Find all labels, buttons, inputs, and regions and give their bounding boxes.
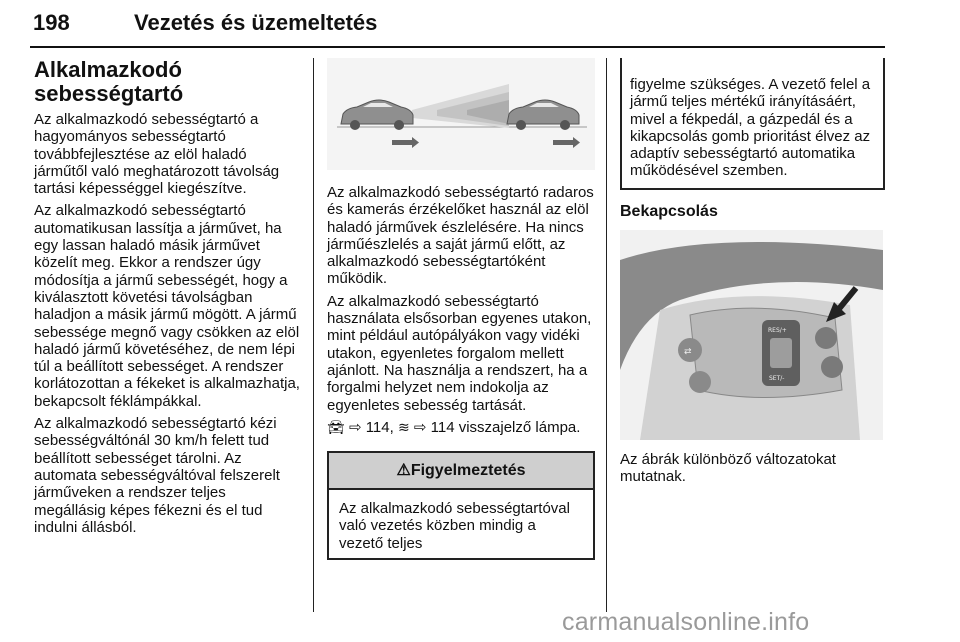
warning-triangle-icon: ⚠ xyxy=(396,462,411,480)
warning-title: Figyelmeztetés xyxy=(410,462,526,480)
column-3 xyxy=(620,58,885,485)
section-title-line2: sebességtartó xyxy=(34,81,184,106)
warning-text-continued: figyelme szükséges. A vezető felel a jármű teljes mértékű irányításáért, mivel a fékpedál, a gázpedál és a kikapcsolás gomb prioritást élvez az adaptív sebességtartó automatika működésével szemben. xyxy=(630,76,871,180)
car-lamp-icon: 🚘︎ xyxy=(327,418,345,435)
set-label: SET/- xyxy=(769,374,785,382)
steering-wheel-controls xyxy=(620,230,883,440)
button-left-bottom[interactable] xyxy=(689,371,711,393)
steering-wheel-illustration xyxy=(620,230,883,440)
cruise-lamp-icon: ≋ xyxy=(397,418,410,435)
warning-box xyxy=(327,451,595,560)
column-divider-1 xyxy=(313,58,314,612)
paragraph-sensors: Az alkalmazkodó sebességtartó radaros és kamerás érzékelőket használ az elöl haladó járművek észlelésére. Ha nincs járműészlelés a saját jármű előtt, az alkalmazkodó sebességtartóként működik. xyxy=(327,184,594,288)
gap-button[interactable] xyxy=(815,327,837,349)
column-2 xyxy=(327,58,595,560)
cancel-button[interactable] xyxy=(821,356,843,378)
header-rule xyxy=(30,46,885,48)
ref-arrow-2: ⇨ xyxy=(413,418,427,436)
page-header xyxy=(30,8,885,48)
subheading-activation: Bekapcsolás xyxy=(620,202,718,220)
watermark: carmanualsonline.info xyxy=(562,608,810,636)
paragraph-intro: Az alkalmazkodó sebességtartó a hagyományos sebességtartó továbbfejlesztése az elöl haladó járműtől való meghatározott távolság tartási képességgel kiegészítve. xyxy=(34,111,280,198)
chapter-title: Vezetés és üzemeltetés xyxy=(134,10,378,35)
ref-arrow-1: ⇨ xyxy=(348,418,362,436)
column-1 xyxy=(34,58,300,536)
ref-page-1: 114, xyxy=(365,418,394,436)
column-divider-2 xyxy=(606,58,607,612)
figure-caption: Az ábrák különböző változatokat mutatnak. xyxy=(620,450,836,486)
paragraph-usage: Az alkalmazkodó sebességtartó használata elsősorban egyenes utakon, mint például autópályákon vagy vidéki utakon, egyenletes forgalom mellett ajánlott. Na használja a rendszert, ha a forgalmi helyzet nem indokolja az egyenletes sebesség tartását. xyxy=(327,292,592,414)
paragraph-speed-storage: Az alkalmazkodó sebességtartó kézi sebességváltónál 30 km/h felett tud beállított sebességet tárolni. Az automata sebességváltóval felszerelt járműveken a rendszer teljes megállásig képes fékezni és el tud indulni állásból. xyxy=(34,415,280,536)
warning-text: Az alkalmazkodó sebességtartóval való vezetés közben mindig a vezető teljes xyxy=(339,500,570,552)
distance-illustration xyxy=(327,58,595,170)
car-following-diagram xyxy=(327,58,595,170)
reference-line xyxy=(327,419,595,436)
paragraph-deceleration: Az alkalmazkodó sebességtartó automatikusan lassítja a járművet, ha egy lassan haladó másik járművet közelít meg. Ekkor a rendszer úgy módosítja a jármű sebességét, hogy a kiválasztott követési távolságban haladjon a másik jármű mögött. A jármű sebessége megnő vagy csökken az elöl haladó jármű követéséhez, de nem lépi túl a beállított sebességet. A rendszer korlátozottan a fékeket is alkalmazhatja, bekapcsolt féklámpákkal. xyxy=(34,202,300,410)
warning-box-continued xyxy=(620,58,885,190)
page-number: 198 xyxy=(33,10,70,35)
section-title-line1: Alkalmazkodó xyxy=(34,57,182,82)
ref-page-2: 114 visszajelző lámpa. xyxy=(430,418,581,436)
svg-text:⇄: ⇄ xyxy=(684,346,692,357)
section-title xyxy=(34,58,300,106)
res-label: RES/+ xyxy=(768,326,787,334)
warning-header xyxy=(329,453,593,490)
